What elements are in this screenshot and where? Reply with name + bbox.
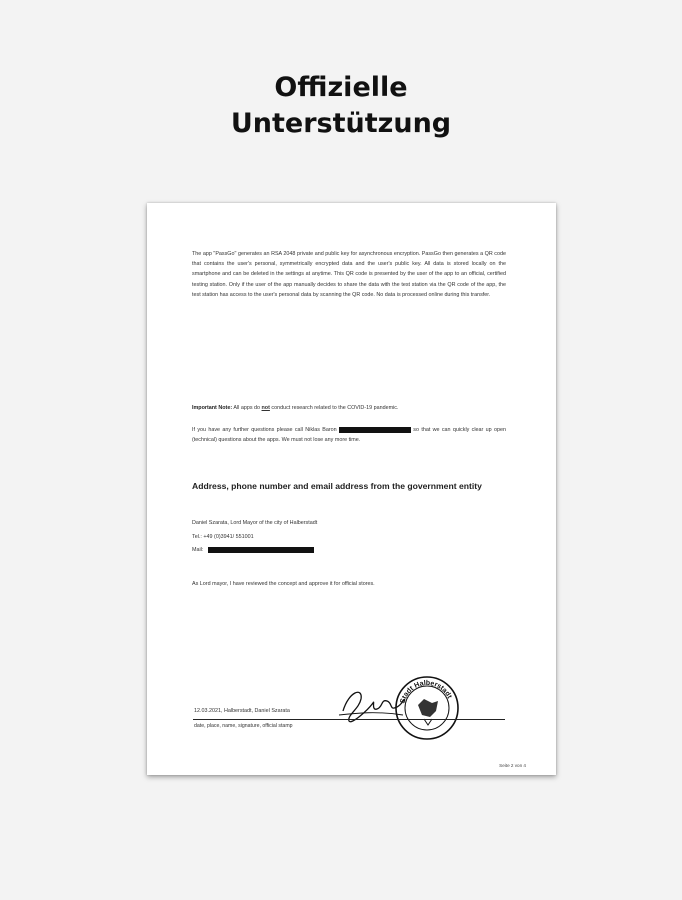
contact-text-post: so that we can quickly clear up open (technical) questions about the apps. We must not lose any more time. [192, 427, 506, 444]
note-label: Important Note: [192, 405, 233, 411]
section-title: Address, phone number and email address from the government entity [192, 481, 482, 491]
official-contact [192, 517, 506, 558]
heading-line-1: Offizielle [274, 72, 408, 103]
document-page [147, 203, 556, 775]
official-stamp [394, 675, 460, 741]
page-number: Seite 2 von 4 [499, 763, 526, 768]
signature-rule [193, 719, 505, 720]
important-note [192, 403, 506, 413]
note-text-pre: All apps do [232, 405, 262, 411]
official-tel: Tel.: +49 (0)3941/ 551001 [192, 533, 254, 540]
page-heading [0, 70, 682, 142]
contact-text-pre: If you have any further questions please call Niklas Baron [192, 427, 339, 433]
note-emphasis: not [261, 405, 270, 411]
mail-label: Mail: [192, 547, 205, 553]
stamp-text: Stadt Halberstadt [399, 679, 453, 705]
note-text-post: conduct research related to the COVID-19 pandemic. [269, 405, 399, 411]
intro-paragraph: The app "PassGo" generates an RSA 2048 private and public key for asynchronous encryption. PassGo then generates a QR code that contains the user's personal, symmetrically encrypted data and the user's public key. All data is stored locally on the smartphone and can be deleted in the settings at anytime. This QR code is presented by the user of the app to an official, certified testing station. Only if the user of the app manually decides to share the data with the test station via the QR code of the app, the test station has access to the user's personal data by scanning the QR code. No data is processed online during this transfer. [192, 251, 506, 298]
signature-caption: date, place, name, signature, official stamp [194, 723, 293, 729]
official-name: Daniel Szarata, Lord Mayor of the city of Halberstadt [192, 520, 318, 526]
heading-line-2: Unterstützung [230, 108, 452, 139]
redacted-mail [208, 547, 314, 553]
official-mail [192, 544, 506, 558]
signature-date-line: 12.03.2021, Halberstadt, Daniel Szarata [194, 708, 290, 714]
redacted-phone [339, 427, 411, 433]
approval-statement: As Lord mayor, I have reviewed the concept and approve it for official stores. [192, 581, 375, 587]
contact-paragraph [192, 425, 506, 445]
